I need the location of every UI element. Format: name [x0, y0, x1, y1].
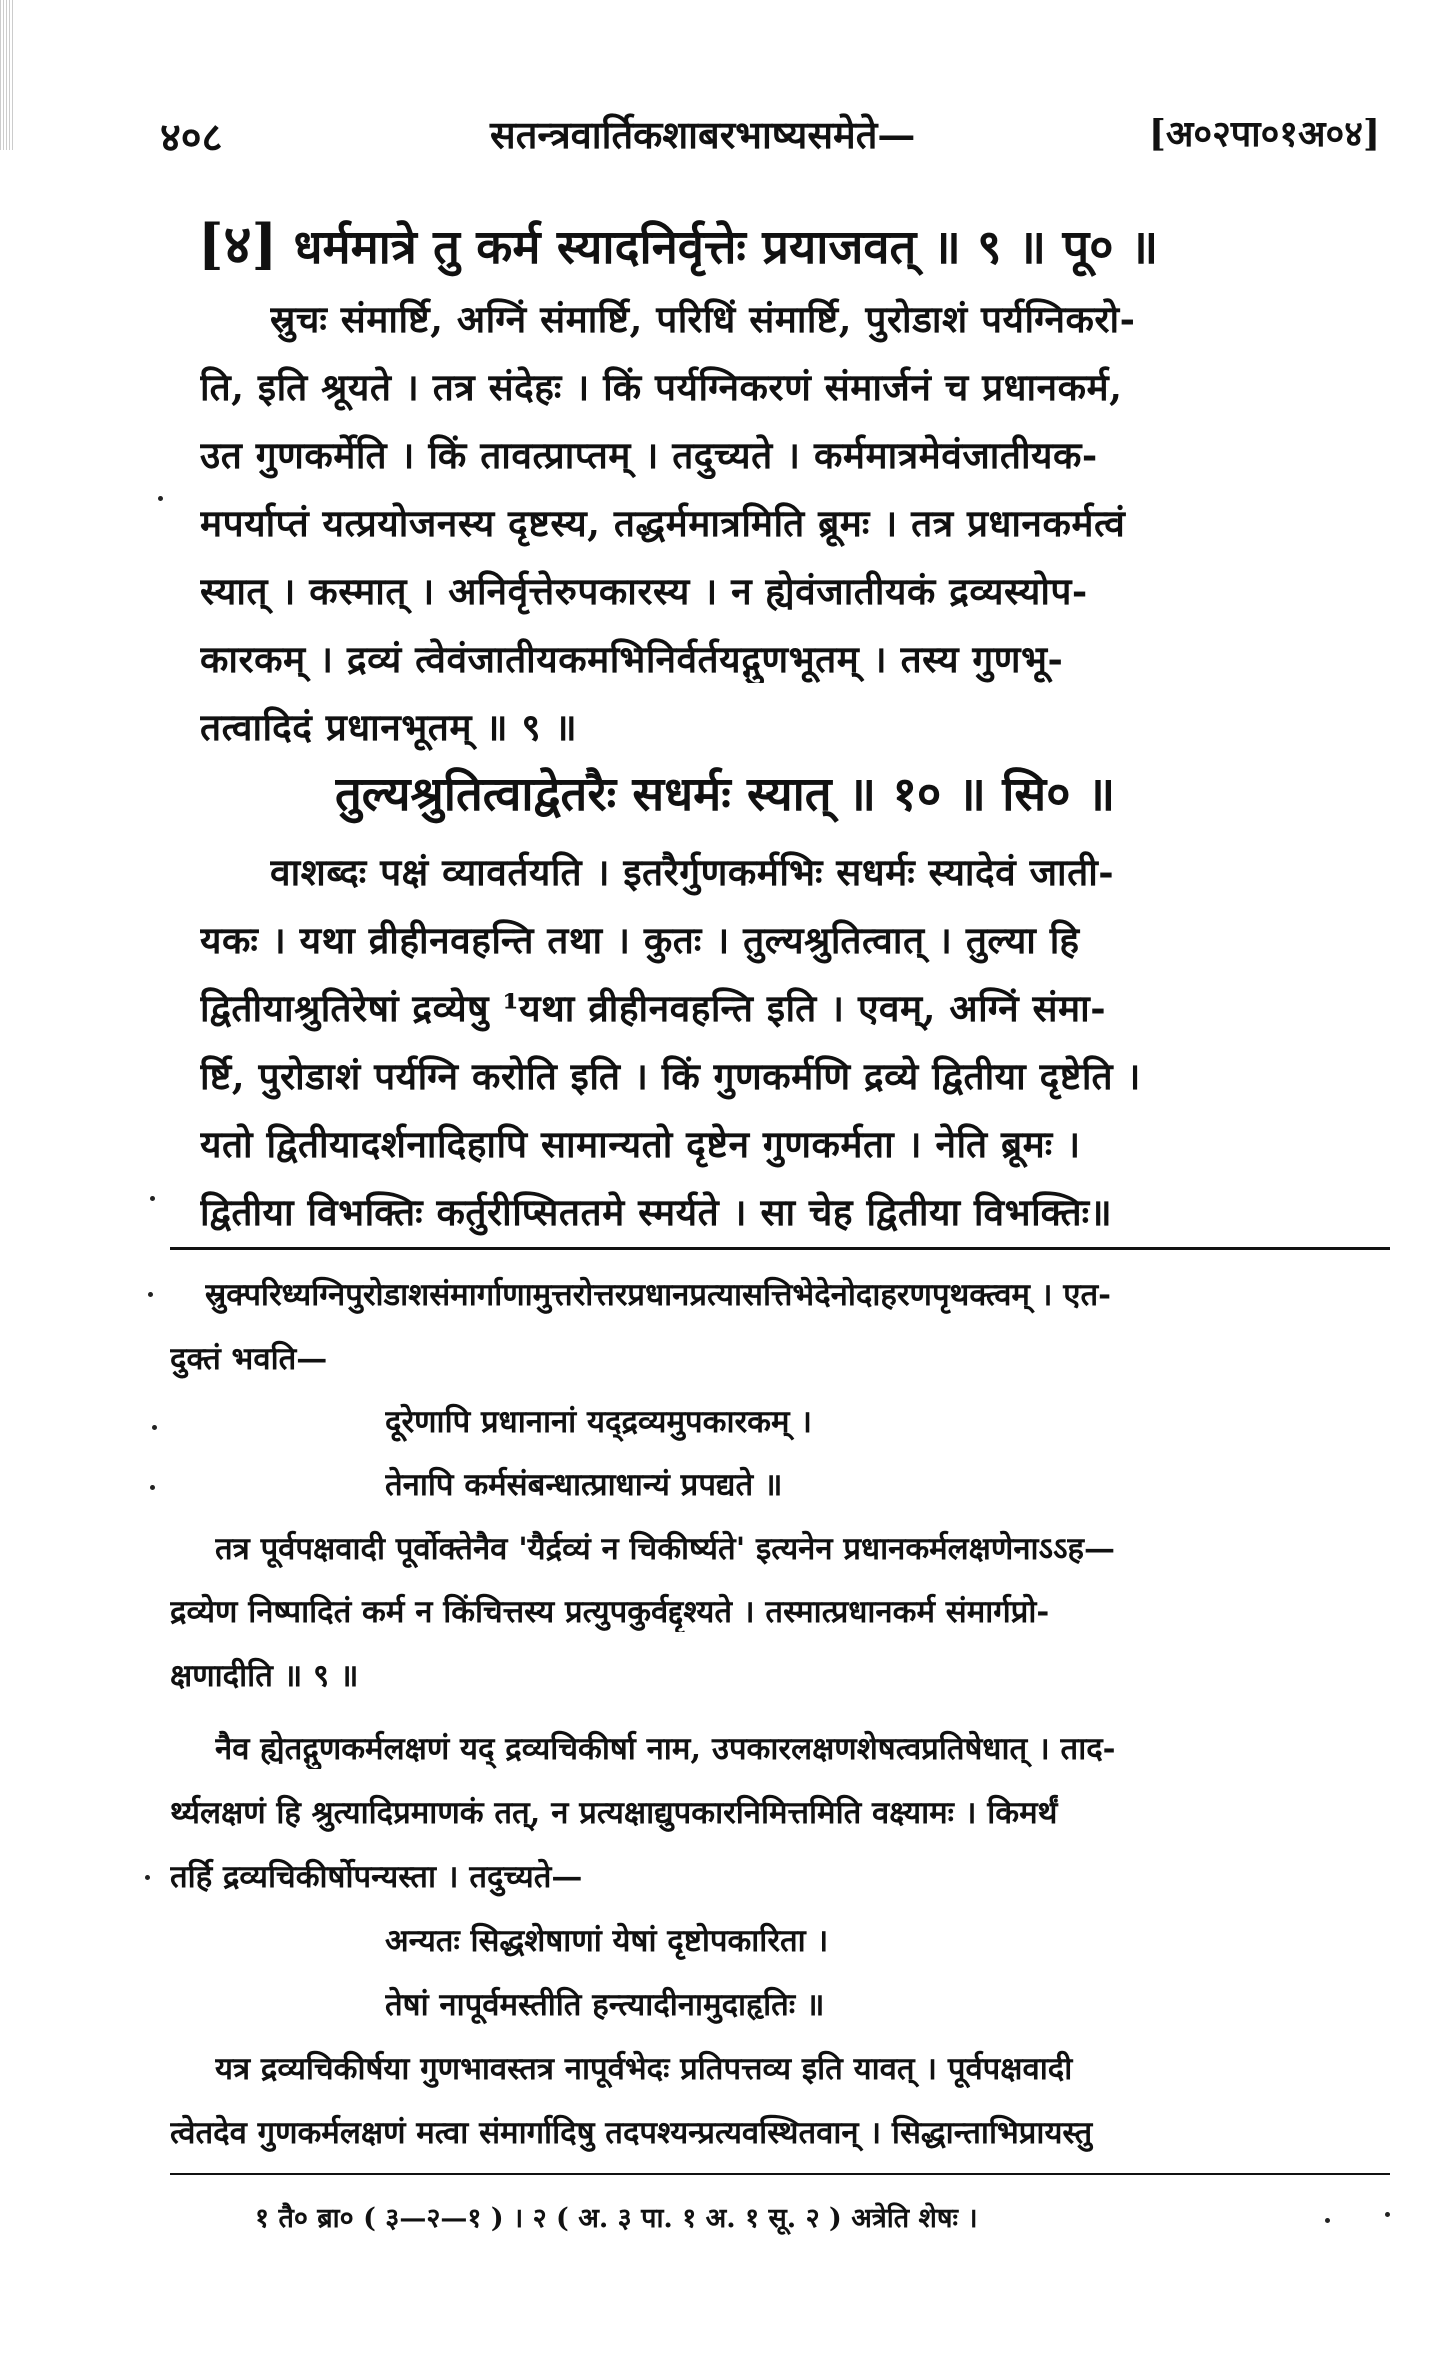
- verse-line: दूरेणापि प्रधानानां यद्द्रव्यमुपकारकम् ।: [385, 1404, 813, 1440]
- commentary-line: द्रव्येण निष्पादितं कर्म न किंचित्तस्य प्रत्युपकुर्वद्दृश्यते । तस्मात्प्रधानकर्म संमार्गप्रो-: [170, 1594, 1050, 1630]
- running-header: [160, 108, 1380, 168]
- adhikarana-number: [४]: [198, 212, 278, 276]
- scan-speck: [150, 1485, 155, 1490]
- scan-edge-shadow: [0, 0, 14, 150]
- adhikarana-sutra: [198, 205, 1383, 279]
- bhashya-line: उत गुणकर्मेति । किं तावत्प्राप्तम् । तदुच्यते । कर्ममात्रमेवंजातीयक-: [200, 433, 1098, 477]
- verse-line: अन्यतः सिद्धशेषाणां येषां दृष्टोपकारिता ।: [385, 1923, 829, 1959]
- section-reference: [अ०२पा०१अ०४]: [1148, 113, 1380, 155]
- commentary-divider: [170, 1247, 1390, 1250]
- bhashya-line: मपर्याप्तं यत्प्रयोजनस्य दृष्टस्य, तद्धर्ममात्रमिति ब्रूमः । तत्र प्रधानकर्मत्वं: [200, 501, 1126, 545]
- scan-speck: [1385, 2212, 1390, 2217]
- commentary-line: त्वेतदेव गुणकर्मलक्षणं मत्वा संमार्गादिषु तदपश्यन्प्रत्यवस्थितवान् । सिद्धान्ताभिप्रायस्तु: [170, 2115, 1093, 2151]
- bhashya-line: कारकम् । द्रव्यं त्वेवंजातीयकमभिनिर्वर्तयद्गुणभूतम् । तस्य गुणभू-: [200, 637, 1064, 681]
- scan-speck: [148, 1292, 153, 1297]
- running-title: सतन्त्रवार्तिकशाबरभाष्यसमेते—: [490, 112, 916, 157]
- bhashya-line: वाशब्दः पक्षं व्यावर्तयति । इतरैर्गुणकर्मभिः सधर्मः स्यादेवं जाती-: [270, 850, 1115, 894]
- bhashya-line: ति, इति श्रूयते । तत्र संदेहः । किं पर्यग्निकरणं संमार्जनं च प्रधानकर्म,: [200, 365, 1123, 409]
- verse-line: तेषां नापूर्वमस्तीति हन्त्यादीनामुदाहृतिः ॥: [385, 1987, 825, 2023]
- commentary-line: तत्र पूर्वपक्षवादी पूर्वोक्तेनैव 'यैर्द्रव्यं न चिकीर्ष्यते' इत्यनेन प्रधानकर्मलक्षणेनाऽऽह—: [215, 1531, 1115, 1567]
- commentary-line: दुक्तं भवति—: [170, 1341, 328, 1377]
- bhashya-line: द्वितीयाश्रुतिरेषां द्रव्येषु ¹यथा व्रीहीनवहन्ति इति । एवम्, अग्निं संमा-: [200, 986, 1107, 1030]
- purvapaksha-sutra: धर्ममात्रे तु कर्म स्यादनिर्वृत्तेः प्रयाजवत् ॥ ९ ॥ पू० ॥: [293, 220, 1159, 275]
- page-number: ४०८: [160, 114, 223, 161]
- commentary-line: यत्र द्रव्यचिकीर्षया गुणभावस्तत्र नापूर्वभेदः प्रतिपत्तव्य इति यावत् । पूर्वपक्षवादी: [215, 2051, 1073, 2087]
- siddhanta-sutra: तुल्यश्रुतित्वाद्वेतरैः सधर्मः स्यात् ॥ १० ॥ सि० ॥: [335, 767, 1116, 822]
- bhashya-line: द्वितीया विभक्तिः कर्तुरीप्सिततमे स्मर्यते । सा चेह द्वितीया विभक्तिः॥: [200, 1190, 1113, 1234]
- scan-speck: [150, 1196, 155, 1201]
- commentary-line: नैव ह्येतद्गुणकर्मलक्षणं यद् द्रव्यचिकीर्षा नाम, उपकारलक्षणशेषत्वप्रतिषेधात् । ताद-: [215, 1731, 1116, 1767]
- bhashya-line: स्रुचः संमार्ष्टि, अग्निं संमार्ष्टि, परिधिं संमार्ष्टि, पुरोडाशं पर्यग्निकरो-: [270, 297, 1136, 341]
- bhashya-line: तत्वादिदं प्रधानभूतम् ॥ ९ ॥: [200, 705, 578, 749]
- scan-speck: [158, 496, 163, 501]
- footnote-divider: [170, 2173, 1390, 2175]
- commentary-line: तर्हि द्रव्यचिकीर्षोपन्यस्ता । तदुच्यते—: [170, 1859, 583, 1895]
- commentary-line: क्षणादीति ॥ ९ ॥: [170, 1658, 359, 1694]
- scan-speck: [152, 1425, 157, 1430]
- scan-speck: [145, 1875, 150, 1880]
- bhashya-line: र्ष्टि, पुरोडाशं पर्यग्नि करोति इति । किं गुणकर्मणि द्रव्ये द्वितीया दृष्टेति ।: [200, 1054, 1141, 1098]
- bhashya-line: यकः । यथा व्रीहीनवहन्ति तथा । कुतः । तुल्यश्रुतित्वात् । तुल्या हि: [200, 918, 1080, 962]
- bhashya-line: स्यात् । कस्मात् । अनिर्वृत्तेरुपकारस्य । न ह्येवंजातीयकं द्रव्यस्योप-: [200, 569, 1088, 613]
- bhashya-line: यतो द्वितीयादर्शनादिहापि सामान्यतो दृष्टेन गुणकर्मता । नेति ब्रूमः ।: [200, 1122, 1081, 1166]
- commentary-line: र्थ्यलक्षणं हि श्रुत्यादिप्रमाणकं तत्, न प्रत्यक्षाद्युपकारनिमित्तमिति वक्ष्यामः । किमर्थं: [170, 1795, 1058, 1831]
- footnote: १ तै० ब्रा० ( ३—२—१ ) । २ ( अ. ३ पा. १ अ. १ सू. २ ) अत्रेति शेषः ।: [255, 2203, 978, 2234]
- scan-speck: [1325, 2218, 1330, 2223]
- commentary-line: स्रुक्परिध्यग्निपुरोडाशसंमार्गाणामुत्तरोत्तरप्रधानप्रत्यासत्तिभेदेनोदाहरणपृथक्त्वम् । एत-: [205, 1277, 1111, 1313]
- verse-line: तेनापि कर्मसंबन्धात्प्राधान्यं प्रपद्यते ॥: [385, 1467, 783, 1503]
